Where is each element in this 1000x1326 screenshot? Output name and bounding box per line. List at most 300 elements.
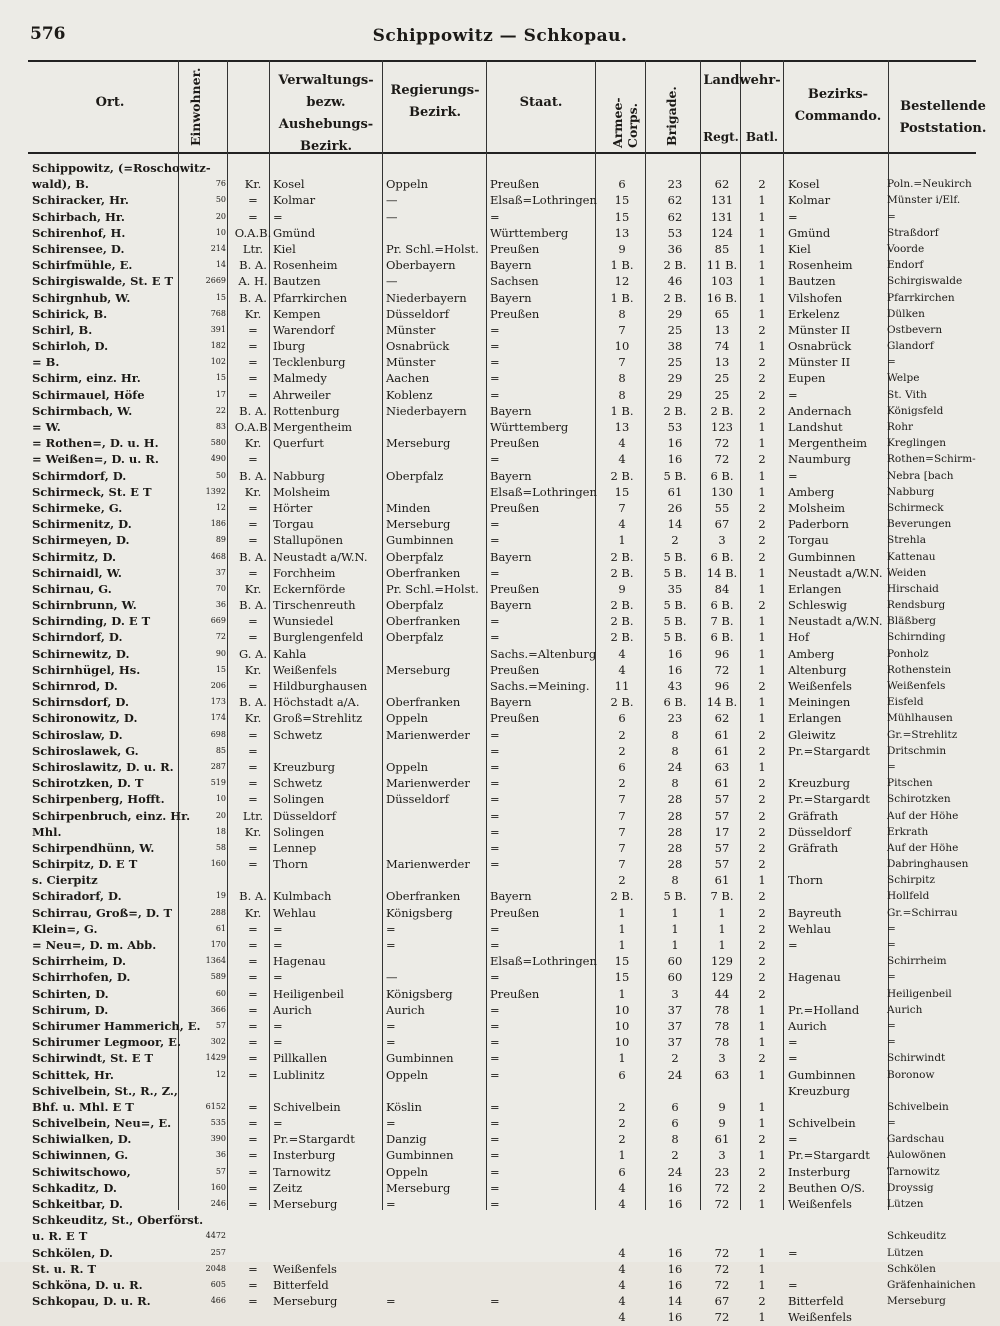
cell-verwaltungsbezirk: Hildburghausen [273, 679, 368, 693]
cell-regierungsbezirk: Merseburg [386, 436, 451, 451]
cell-bezirks-commando: Kolmar [788, 193, 831, 208]
cell-staat: = [490, 1018, 500, 1033]
cell-landwehr-batl: 1 [758, 209, 766, 224]
cell-kreis-type: = [248, 1197, 258, 1211]
cell-brigade: 16 [667, 1197, 683, 1211]
cell-staat: Württemberg [490, 420, 569, 434]
cell-ort: Schirnhügel, Hs. [32, 662, 141, 677]
header-einwohner: Einwohner. [188, 67, 203, 146]
cell-armee-corps: 7 [618, 808, 626, 823]
cell-kreis-type: O.A.B. [234, 420, 272, 434]
table-row [0, 192, 1000, 208]
cell-verwaltungsbezirk: Zeitz [273, 1180, 303, 1195]
cell-landwehr-regt: 63 [714, 759, 730, 774]
cell-landwehr-regt: 96 [714, 679, 730, 693]
cell-landwehr-batl: 1 [758, 1018, 766, 1033]
cell-bezirks-commando: Kiel [788, 241, 811, 256]
cell-regierungsbezirk: Oberpfalz [386, 598, 444, 613]
cell-einwohner: 36 [215, 600, 226, 610]
cell-armee-corps: 15 [614, 970, 630, 985]
cell-ort: Schirrau, Groß=, D. T [32, 905, 173, 920]
cell-ort: Schirnrod, D. [32, 679, 118, 693]
cell-bezirks-commando: Düsseldorf [788, 824, 851, 839]
table-row [0, 969, 1000, 985]
cell-ort: u. R. E T [32, 1229, 88, 1244]
cell-bezirks-commando: Schivelbein [788, 1116, 856, 1131]
cell-poststation: Schirwindt [887, 1052, 946, 1065]
cell-landwehr-regt: 129 [711, 954, 733, 969]
cell-landwehr-batl: 1 [758, 630, 766, 645]
cell-kreis-type: Kr. [244, 824, 262, 839]
cell-bezirks-commando: Eupen [788, 371, 826, 386]
cell-landwehr-regt: 74 [714, 339, 730, 354]
cell-armee-corps: 15 [614, 193, 630, 208]
cell-poststation: Schirmeck [887, 501, 944, 514]
cell-landwehr-regt: 67 [714, 517, 730, 532]
cell-kreis-type: Kr. [244, 177, 262, 192]
cell-landwehr-regt: 44 [714, 986, 730, 1001]
cell-verwaltungsbezirk: Kempen [273, 306, 321, 321]
cell-einwohner: 70 [215, 583, 226, 593]
cell-staat: = [490, 1002, 500, 1017]
cell-verwaltungsbezirk: Burglengenfeld [273, 630, 364, 645]
cell-verwaltungsbezirk: Merseburg [273, 1294, 338, 1309]
table-row [0, 1293, 1000, 1309]
cell-verwaltungsbezirk: Rosenheim [273, 258, 338, 273]
cell-landwehr-regt: 72 [714, 1310, 730, 1325]
cell-verwaltungsbezirk: Lublinitz [273, 1067, 325, 1082]
cell-bezirks-commando: Hof [788, 630, 810, 645]
table-row [0, 743, 1000, 759]
cell-armee-corps: 1 [618, 1051, 626, 1066]
cell-staat: Sachs.=Altenburg [490, 646, 597, 661]
cell-brigade: 37 [667, 1035, 683, 1050]
cell-poststation: Nebra [bach [887, 469, 954, 482]
cell-kreis-type: = [248, 322, 258, 337]
cell-verwaltungsbezirk: Gmünd [273, 225, 316, 240]
cell-poststation: Auf der Höhe [887, 809, 959, 822]
cell-verwaltungsbezirk: Wehlau [273, 905, 317, 920]
cell-verwaltungsbezirk: Bautzen [273, 274, 321, 289]
cell-brigade: 16 [667, 1277, 683, 1292]
cell-staat: Preußen [490, 500, 540, 515]
cell-poststation: Schkölen [887, 1262, 936, 1275]
cell-armee-corps: 2 [618, 1116, 626, 1131]
cell-bezirks-commando: Gleiwitz [788, 727, 836, 742]
cell-armee-corps: 1 [618, 905, 626, 920]
cell-landwehr-regt: 61 [714, 743, 730, 758]
table-row [0, 888, 1000, 904]
cell-regierungsbezirk: Oberpfalz [386, 549, 444, 564]
cell-landwehr-batl: 1 [758, 193, 766, 208]
cell-staat: = [490, 840, 500, 855]
cell-armee-corps: 15 [614, 484, 630, 499]
cell-landwehr-batl: 2 [758, 387, 766, 402]
cell-landwehr-regt: 7 B. [710, 614, 734, 629]
cell-ort: Schirmenitz, D. [32, 517, 132, 532]
cell-landwehr-batl: 1 [758, 1035, 766, 1050]
cell-regierungsbezirk: Münster [386, 322, 436, 337]
cell-poststation: Endorf [887, 259, 924, 272]
cell-poststation: Pitschen [887, 777, 933, 790]
cell-kreis-type: = [248, 1180, 258, 1195]
cell-staat: Preußen [490, 662, 540, 677]
cell-landwehr-batl: 1 [758, 662, 766, 677]
cell-ort: Schiroslaw, D. [32, 727, 123, 742]
cell-landwehr-regt: 13 [714, 322, 730, 337]
cell-ort: Schirmauel, Höfe [32, 387, 145, 402]
cell-regierungsbezirk: Oberfranken [386, 695, 461, 710]
cell-einwohner: 20 [215, 810, 226, 820]
cell-landwehr-batl: 2 [758, 889, 766, 904]
cell-einwohner: 246 [210, 1199, 226, 1208]
cell-einwohner: 287 [210, 761, 226, 771]
cell-verwaltungsbezirk: Aurich [273, 1002, 312, 1017]
cell-landwehr-regt: 9 [718, 1099, 726, 1114]
cell-einwohner: 173 [210, 697, 226, 707]
cell-kreis-type: Kr. [244, 306, 262, 321]
cell-ort: Schirpenbruch, einz. Hr. [32, 808, 191, 823]
cell-kreis-type: B. A. [239, 889, 267, 904]
cell-armee-corps: 7 [618, 792, 626, 807]
cell-einwohner: 37 [215, 567, 226, 577]
cell-brigade: 5 B. [663, 549, 687, 564]
cell-bezirks-commando: Kreuzburg [788, 1083, 850, 1098]
cell-ort: Schivelbein, St., R., Z., [32, 1083, 178, 1098]
table-row [0, 937, 1000, 953]
cell-kreis-type: = [248, 727, 258, 742]
cell-regierungsbezirk: Gumbinnen [386, 1051, 454, 1066]
table-row [0, 1196, 1000, 1212]
table-row [0, 759, 1000, 775]
table-row [0, 986, 1000, 1002]
cell-brigade: 6 B. [663, 695, 687, 710]
cell-bezirks-commando: Osnabrück [788, 339, 852, 354]
cell-landwehr-batl: 1 [758, 873, 766, 888]
cell-verwaltungsbezirk: = [273, 938, 283, 952]
table-row [0, 1115, 1000, 1131]
cell-ort: Schippowitz, (=Roschowitz- [32, 161, 211, 175]
cell-verwaltungsbezirk: Heiligenbeil [273, 986, 344, 1001]
cell-landwehr-batl: 1 [758, 1148, 766, 1163]
cell-bezirks-commando: Münster II [788, 355, 851, 370]
cell-ort: Schirwindt, St. E T [32, 1051, 154, 1066]
cell-poststation: Schivelbein [887, 1100, 949, 1113]
cell-verwaltungsbezirk: Hagenau [273, 954, 326, 969]
cell-bezirks-commando: Gräfrath [788, 808, 839, 823]
cell-verwaltungsbezirk: Weißenfels [273, 662, 337, 677]
cell-regierungsbezirk: Düsseldorf [386, 306, 449, 321]
cell-regierungsbezirk: = [386, 1018, 396, 1033]
cell-regierungsbezirk: Niederbayern [386, 403, 467, 418]
cell-einwohner: 50 [215, 195, 226, 205]
cell-bezirks-commando: Hagenau [788, 970, 841, 985]
cell-verwaltungsbezirk: Weißenfels [273, 1261, 337, 1276]
cell-poststation: Schirotzken [887, 793, 951, 806]
cell-bezirks-commando: Naumburg [788, 452, 851, 467]
cell-bezirks-commando: Schleswig [788, 598, 847, 613]
cell-landwehr-batl: 1 [758, 1116, 766, 1131]
cell-staat: = [490, 452, 500, 467]
cell-kreis-type: = [248, 840, 258, 855]
cell-einwohner: 257 [210, 1247, 226, 1257]
cell-landwehr-regt: 23 [714, 1164, 730, 1179]
cell-bezirks-commando: Erkelenz [788, 306, 840, 321]
cell-regierungsbezirk: Osnabrück [386, 339, 450, 354]
cell-brigade: 37 [667, 1018, 683, 1033]
cell-ort: Schirmeyen, D. [32, 533, 130, 548]
cell-landwehr-batl: 1 [758, 1099, 766, 1114]
cell-einwohner: 15 [215, 373, 226, 383]
cell-kreis-type: O.A.B. [234, 225, 272, 240]
cell-ort: Schirumer Legmoor, E. [32, 1035, 181, 1050]
cell-verwaltungsbezirk: Wunsiedel [273, 614, 334, 629]
cell-bezirks-commando: = [788, 1245, 798, 1260]
cell-armee-corps: 6 [618, 759, 626, 774]
cell-ort: Schirick, B. [32, 306, 108, 321]
cell-staat: Bayern [490, 468, 532, 483]
cell-armee-corps: 7 [618, 824, 626, 839]
table-row [0, 1228, 1000, 1244]
table-row [0, 1050, 1000, 1066]
cell-brigade: 23 [667, 711, 683, 726]
cell-landwehr-batl: 1 [758, 1277, 766, 1292]
cell-staat: Preußen [490, 436, 540, 451]
cell-verwaltungsbezirk: Malmedy [273, 371, 327, 386]
cell-landwehr-batl: 2 [758, 1051, 766, 1066]
cell-brigade: 38 [667, 339, 683, 354]
cell-einwohner: 160 [210, 1182, 226, 1192]
cell-brigade: 2 [671, 1051, 679, 1066]
cell-verwaltungsbezirk: Nabburg [273, 468, 325, 483]
cell-poststation: Schirrheim [887, 955, 947, 968]
cell-bezirks-commando: Amberg [788, 484, 835, 499]
table-row [0, 1261, 1000, 1277]
cell-kreis-type: = [248, 938, 258, 952]
cell-armee-corps: 6 [618, 177, 626, 192]
header-regierungsbezirk: Regierungs- Bezirk. [390, 83, 480, 120]
table-row [0, 241, 1000, 257]
cell-brigade: 2 B. [663, 258, 687, 273]
cell-einwohner: 214 [210, 243, 226, 253]
cell-brigade: 5 B. [663, 614, 687, 629]
cell-verwaltungsbezirk: Kulmbach [273, 889, 332, 904]
cell-ort: Schirumer Hammerich, E. [32, 1018, 201, 1033]
cell-einwohner: 72 [215, 632, 226, 642]
cell-brigade: 16 [667, 1180, 683, 1195]
cell-bezirks-commando: Paderborn [788, 517, 849, 532]
cell-bezirks-commando: Erlangen [788, 711, 842, 726]
cell-armee-corps: 13 [614, 420, 630, 434]
cell-armee-corps: 2 B. [610, 565, 634, 580]
cell-staat: = [490, 1132, 500, 1147]
cell-ort: Schirrhofen, D. [32, 970, 131, 985]
cell-landwehr-regt: 103 [711, 274, 733, 289]
table-body [0, 160, 1000, 1326]
cell-einwohner: 10 [215, 794, 226, 804]
cell-staat: = [490, 1035, 500, 1050]
cell-poststation: = [887, 356, 896, 369]
cell-brigade: 1 [671, 938, 679, 952]
cell-regierungsbezirk: = [386, 1035, 396, 1050]
cell-brigade: 16 [667, 436, 683, 451]
table-row [0, 1212, 1000, 1228]
cell-brigade: 8 [671, 743, 679, 758]
cell-landwehr-regt: 6 B. [710, 598, 734, 613]
cell-landwehr-batl: 1 [758, 420, 766, 434]
cell-kreis-type: = [248, 1294, 258, 1309]
cell-brigade: 5 B. [663, 889, 687, 904]
table-row [0, 1180, 1000, 1196]
table-row [0, 727, 1000, 743]
cell-armee-corps: 1 B. [610, 290, 634, 305]
cell-bezirks-commando: Beuthen O/S. [788, 1180, 865, 1195]
cell-poststation: Schirgiswalde [887, 275, 963, 288]
cell-ort: Schirten, D. [32, 986, 109, 1001]
cell-landwehr-regt: 63 [714, 1067, 730, 1082]
cell-landwehr-batl: 1 [758, 484, 766, 499]
cell-staat: Württemberg [490, 225, 569, 240]
header-batl: Batl. [745, 130, 779, 144]
cell-poststation: = [887, 922, 896, 935]
cell-poststation: Kattenau [887, 550, 936, 563]
header-ort: Ort. [95, 95, 125, 110]
cell-armee-corps: 7 [618, 500, 626, 515]
cell-bezirks-commando: = [788, 387, 798, 402]
cell-regierungsbezirk: Oberfranken [386, 614, 461, 629]
cell-kreis-type: Kr. [244, 484, 262, 499]
cell-poststation: Beverungen [887, 518, 952, 531]
header-landwehr: Landwehr- [703, 73, 781, 88]
cell-kreis-type: Kr. [244, 436, 262, 451]
cell-ort: Schirnding, D. E T [32, 614, 151, 629]
cell-ort: Schirnewitz, D. [32, 646, 130, 661]
cell-brigade: 6 [671, 1116, 679, 1131]
cell-bezirks-commando: Pr.=Holland [788, 1002, 860, 1017]
cell-landwehr-batl: 1 [758, 565, 766, 580]
cell-landwehr-batl: 2 [758, 1164, 766, 1179]
cell-kreis-type: B. A. [239, 598, 267, 613]
cell-kreis-type: = [248, 759, 258, 774]
cell-ort: Schirmeke, G. [32, 500, 123, 515]
cell-kreis-type: = [248, 1051, 258, 1066]
cell-landwehr-regt: 62 [714, 711, 730, 726]
cell-poststation: Weiden [887, 566, 927, 579]
cell-einwohner: 89 [215, 535, 226, 545]
cell-verwaltungsbezirk: = [273, 1116, 283, 1131]
cell-brigade: 24 [667, 1164, 683, 1179]
cell-armee-corps: 8 [618, 387, 626, 402]
cell-landwehr-regt: 16 B. [706, 290, 738, 305]
cell-verwaltungsbezirk: Höchstadt a/A. [273, 695, 360, 710]
cell-staat: Sachs.=Meining. [490, 679, 590, 693]
cell-staat: = [490, 565, 500, 580]
cell-verwaltungsbezirk: Solingen [273, 792, 325, 807]
cell-brigade: 24 [667, 1067, 683, 1082]
cell-verwaltungsbezirk: Iburg [273, 339, 306, 354]
cell-einwohner: 58 [215, 842, 226, 852]
cell-kreis-type: = [248, 679, 258, 693]
cell-landwehr-batl: 1 [758, 1261, 766, 1276]
cell-regierungsbezirk: Oberbayern [386, 258, 456, 273]
cell-armee-corps: 2 [618, 1132, 626, 1147]
cell-verwaltungsbezirk: Groß=Strehlitz [273, 711, 363, 726]
cell-ort: Schkeitbar, D. [32, 1197, 123, 1211]
cell-staat: = [490, 517, 500, 532]
cell-landwehr-regt: 1 [718, 905, 726, 920]
cell-ort: Schirnau, G. [32, 581, 112, 596]
cell-verwaltungsbezirk: Bitterfeld [273, 1277, 329, 1292]
cell-verwaltungsbezirk: Kiel [273, 241, 296, 256]
cell-kreis-type: Ltr. [242, 808, 264, 823]
cell-regierungsbezirk: Köslin [386, 1099, 422, 1114]
cell-landwehr-batl: 1 [758, 225, 766, 240]
cell-kreis-type: B. A. [239, 695, 267, 710]
table-row [0, 273, 1000, 289]
cell-armee-corps: 4 [618, 646, 626, 661]
table-row [0, 468, 1000, 484]
cell-regierungsbezirk: Marienwerder [386, 727, 470, 742]
table-row [0, 403, 1000, 419]
cell-regierungsbezirk: Merseburg [386, 1180, 451, 1195]
table-row [0, 775, 1000, 791]
cell-poststation: Mühlhausen [887, 712, 953, 725]
cell-einwohner: 19 [215, 891, 226, 901]
cell-ort: Schironowitz, D. [32, 711, 138, 726]
header-bezirks-commando: Bezirks- Commando. [794, 87, 882, 124]
cell-bezirks-commando: Bitterfeld [788, 1294, 844, 1309]
cell-landwehr-regt: 124 [711, 225, 733, 240]
cell-brigade: 36 [667, 241, 683, 256]
cell-brigade: 5 B. [663, 565, 687, 580]
cell-ort: Schirnbrunn, W. [32, 598, 137, 613]
cell-bezirks-commando: = [788, 1035, 798, 1050]
cell-ort: Schirmdorf, D. [32, 468, 127, 483]
cell-brigade: 60 [667, 970, 683, 985]
cell-kreis-type: B. A. [239, 403, 267, 418]
cell-einwohner: 589 [210, 972, 226, 982]
cell-einwohner: 535 [210, 1118, 226, 1128]
cell-landwehr-batl: 1 [758, 581, 766, 596]
cell-staat: = [490, 808, 500, 823]
cell-armee-corps: 8 [618, 306, 626, 321]
cell-kreis-type: = [248, 193, 258, 208]
cell-regierungsbezirk: Oppeln [386, 711, 429, 726]
cell-ort: Schirpitz, D. E T [32, 857, 138, 872]
cell-bezirks-commando: Meiningen [788, 695, 851, 710]
cell-landwehr-regt: 1 [718, 921, 726, 936]
cell-landwehr-batl: 2 [758, 1294, 766, 1309]
cell-landwehr-batl: 1 [758, 306, 766, 321]
cell-kreis-type: = [248, 1261, 258, 1276]
cell-landwehr-batl: 1 [758, 646, 766, 661]
cell-ort: Schirpenberg, Hofft. [32, 792, 165, 807]
table-row [0, 808, 1000, 824]
cell-armee-corps: 15 [614, 209, 630, 224]
cell-einwohner: 90 [215, 648, 226, 658]
cell-landwehr-regt: 61 [714, 776, 730, 791]
cell-kreis-type: = [248, 1035, 258, 1050]
cell-bezirks-commando: Neustadt a/W.N. [788, 565, 883, 580]
cell-einwohner: 302 [210, 1037, 226, 1047]
cell-bezirks-commando: Rosenheim [788, 258, 853, 273]
table-row [0, 516, 1000, 532]
cell-ort: Schirmitz, D. [32, 549, 117, 564]
cell-staat: = [490, 938, 500, 952]
cell-ort: Schirl, B. [32, 322, 93, 337]
cell-regierungsbezirk: — [386, 274, 398, 289]
cell-landwehr-regt: 72 [714, 436, 730, 451]
